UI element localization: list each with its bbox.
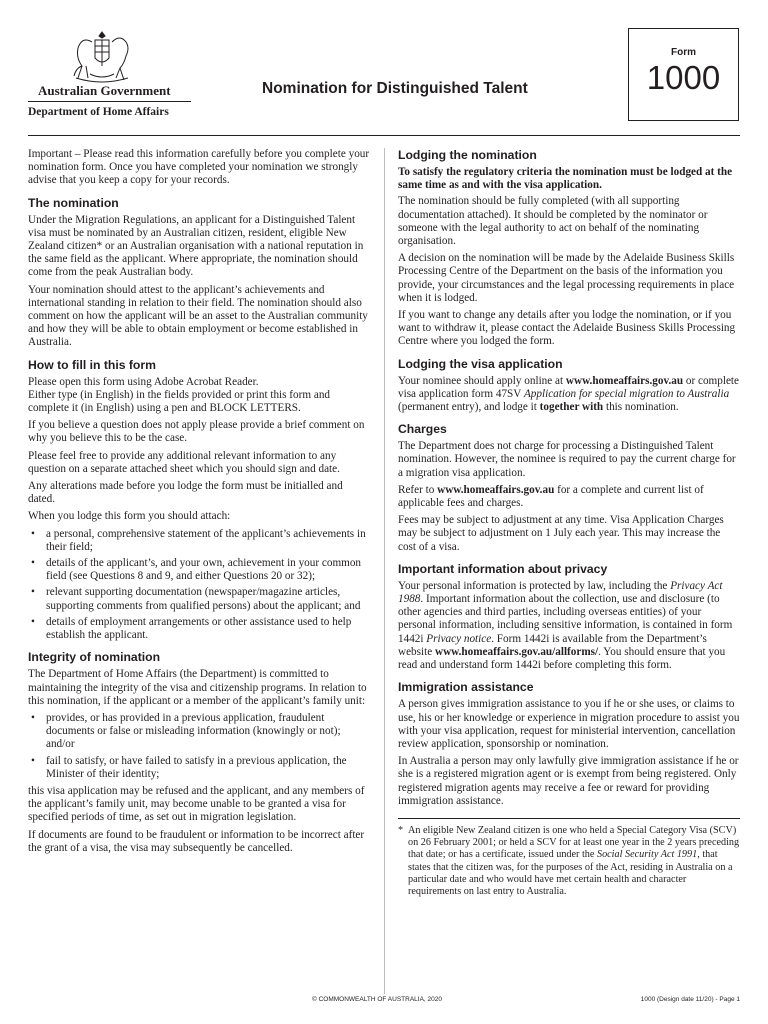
paragraph: Any alterations made before you lodge the form must be initialled and dated. <box>28 480 343 506</box>
paragraph: this visa application may be refused and the applicant, and any members of the applicant’s family unit, may become unable to be granted a visa for specified periods of time, as set out in migration legislation. <box>28 784 365 824</box>
paragraph: The Department does not charge for processing a Distinguished Talent nomination. However, the nominee is required to pay the current charge for a migration visa application. <box>398 440 736 479</box>
footnote-mark: * <box>398 824 404 836</box>
form-label: Form <box>671 47 696 58</box>
paragraph: Refer to www.homeaffairs.gov.au for a complete and current list of applicable fees and charges. <box>398 483 704 510</box>
paragraph <box>28 376 370 416</box>
list-item: • fail to satisfy, or have failed to satisfy in a previous application, the Minister of their identity; <box>31 754 347 780</box>
list-item: • details of employment arrangements or other assistance used to help establish the applicant. <box>31 615 352 642</box>
department-name: Department of Home Affairs <box>28 106 169 118</box>
paragraph: Your nominee should apply online at www.homeaffairs.gov.au or complete visa application form 47SV Application for special migration to Australia (permanent entry), and lodge it together with this nomination. <box>398 374 739 414</box>
attachments-list <box>28 528 370 643</box>
social-security-act-title: Social Security Act 1991 <box>596 849 698 861</box>
coat-of-arms-icon <box>62 30 142 86</box>
copyright-notice: © COMMONWEALTH OF AUSTRALIA, 2020 <box>312 996 442 1003</box>
page-title: Nomination for Distinguished Talent <box>262 80 528 97</box>
list-item: • relevant supporting documentation (newspaper/magazine articles, supporting comments from qualified persons) about the applicant; and <box>31 586 361 612</box>
privacy-notice-title: Privacy notice <box>426 632 492 645</box>
left-column <box>28 148 370 859</box>
paragraph: When you lodge this form you should attach: <box>28 510 231 523</box>
bullet-icon: • <box>31 557 35 570</box>
footnote: * An eligible New Zealand citizen is one who held a Special Category Visa (SCV) on 26 February 2001; or held a SCV for at least one year in the 2 years preceding that date; or has a certificate, issued under the Social Security Act 1991, that states that the citizen was, for the purposes of the Act, residing in Australia on a particular date and who would have met certain health and character requirements on last entry to Australia. <box>398 824 740 897</box>
bullet-icon: • <box>31 754 35 767</box>
paragraph: If you want to change any details after you lodge the nomination, or if you want to withdraw it, please contact the Adelaide Business Skills Processing Centre where you lodged the form. <box>398 309 736 348</box>
paragraph: A decision on the nomination will be made by the Adelaide Business Skills Processing Centre of the Department on the basis of the information you provide, your circumstances and the legal processing requirements in place when it is lodged. <box>398 252 735 304</box>
form-number: 1000 <box>646 59 721 96</box>
list-item: • a personal, comprehensive statement of the applicant’s achievements in their field; <box>31 527 366 553</box>
lead-text: To satisfy the regulatory criteria the nomination must be lodged at the same time as and with the visa application. <box>398 166 733 192</box>
design-date-page: 1000 (Design date 11/20) - Page 1 <box>640 996 740 1003</box>
privacy-act-title: Privacy Act 1988 <box>398 579 723 606</box>
paragraph: In Australia a person may only lawfully give immigration assistance if he or she is a registered migration agent or is exempt from being registered. Only registered migration agents may receive a fee or reward for providing immigration assistance. <box>398 755 739 807</box>
paragraph: The nomination should be fully completed (with all supporting documentation attached). It should be completed by the nominator or someone with the legal authority to act on behalf of the nominating organisation. <box>398 195 708 248</box>
section-heading-how-to-fill: How to fill in this form <box>28 357 156 372</box>
section-heading-lodging: Lodging the nomination <box>398 148 537 162</box>
section-heading-charges: Charges <box>398 422 447 437</box>
section-heading-nomination: The nomination <box>28 195 119 210</box>
paragraph: Please feel free to provide any additional relevant information to any question on a separate attached sheet which you should sign and date. <box>28 449 340 475</box>
list-item: • details of the applicant’s, and your own, achievement in your common field (see Questions 8 and 9, and either Questions 20 or 32); <box>31 557 362 583</box>
footnote-divider <box>398 818 740 819</box>
paragraph: A person gives immigration assistance to you if he or she uses, or claims to use, his or her knowledge or experience in migration procedure to assist you with your visa application, request for ministerial intervention, cancellation review application, sponsorship or nomination. <box>398 698 740 750</box>
column-divider <box>384 148 385 994</box>
paragraph: Your nomination should attest to the applicant’s achievements and international standing in relation to their field. The nomination should also comment on how the applicant will be an asset to the Australian community and how they will be able to obtain employment or become established in Australia. <box>28 283 368 349</box>
intro-text: Important – Please read this information carefully before you complete your nomination form. Once you have completed your nomination we strongly advise that you keep a copy for your records. <box>28 148 370 187</box>
paragraph: If you believe a question does not apply please provide a brief comment on why you believe this to be the case. <box>28 419 365 445</box>
bullet-icon: • <box>31 615 35 628</box>
paragraph: Your personal information is protected by law, including the Privacy Act 1988. Important information about the collection, use and disclosure (to other agencies and third parties, including overseas entities) of your personal information, including sensitive information, is contained in form 1442i Privacy notice. Form 1442i is available from the Department’s website www.homeaffairs.gov.au/allforms/. You should ensure that you read and understand form 1442i before completing this form. <box>398 579 733 672</box>
section-heading-privacy: Important information about privacy <box>398 561 608 576</box>
header-divider <box>28 101 191 102</box>
right-column <box>398 148 740 898</box>
homeaffairs-link[interactable]: www.homeaffairs.gov.au <box>437 483 555 496</box>
list-item: • provides, or has provided in a previous application, fraudulent documents or false or misleading information (knowingly or not); and/or <box>31 711 341 751</box>
form-47sv-title: Application for special migration to Australia <box>523 387 730 400</box>
paragraph: Under the Migration Regulations, an applicant for a Distinguished Talent visa must be nominated by an Australian citizen, resident, eligible New Zealand citizen* or an Australian organisation with a national reputation in the same field as the applicant. Where appropriate, the nomination should come from the peak Australian body. <box>28 213 364 279</box>
bullet-icon: • <box>31 527 35 540</box>
integrity-list <box>28 712 370 781</box>
paragraph: Fees may be subject to adjustment at any time. Visa Application Charges may be subject to adjustment on 1 July each year. This may increase the cost of a visa. <box>398 514 724 553</box>
acrobat-instruction: Please open this form using Adobe Acrobat Reader. <box>28 375 259 388</box>
homeaffairs-link[interactable]: www.homeaffairs.gov.au <box>565 374 684 387</box>
paragraph: The Department of Home Affairs (the Department) is committed to maintaining the integrity of the visa and citizenship programs. In relation to this nomination, if the applicant or a member of the applicant’s family unit: <box>28 668 367 707</box>
bullet-icon: • <box>31 586 35 599</box>
paragraph: If documents are found to be fraudulent or information to be incorrect after the grant of a visa, the visa may subsequently be cancelled. <box>28 828 365 854</box>
block-letters-instruction: Either type (in English) in the fields provided or print this form and complete it (in English) using a pen and BLOCK LETTERS. <box>28 388 331 415</box>
allforms-link[interactable]: www.homeaffairs.gov.au/allforms/ <box>434 645 599 658</box>
section-heading-integrity: Integrity of nomination <box>28 650 161 665</box>
top-rule <box>28 135 740 136</box>
section-heading-assistance: Immigration assistance <box>398 680 534 695</box>
together-with-emphasis: together with <box>539 401 604 414</box>
government-name: Australian Government <box>38 83 171 98</box>
bullet-icon: • <box>31 711 35 724</box>
section-heading-visa: Lodging the visa application <box>398 356 563 371</box>
form-number-box <box>628 28 739 121</box>
